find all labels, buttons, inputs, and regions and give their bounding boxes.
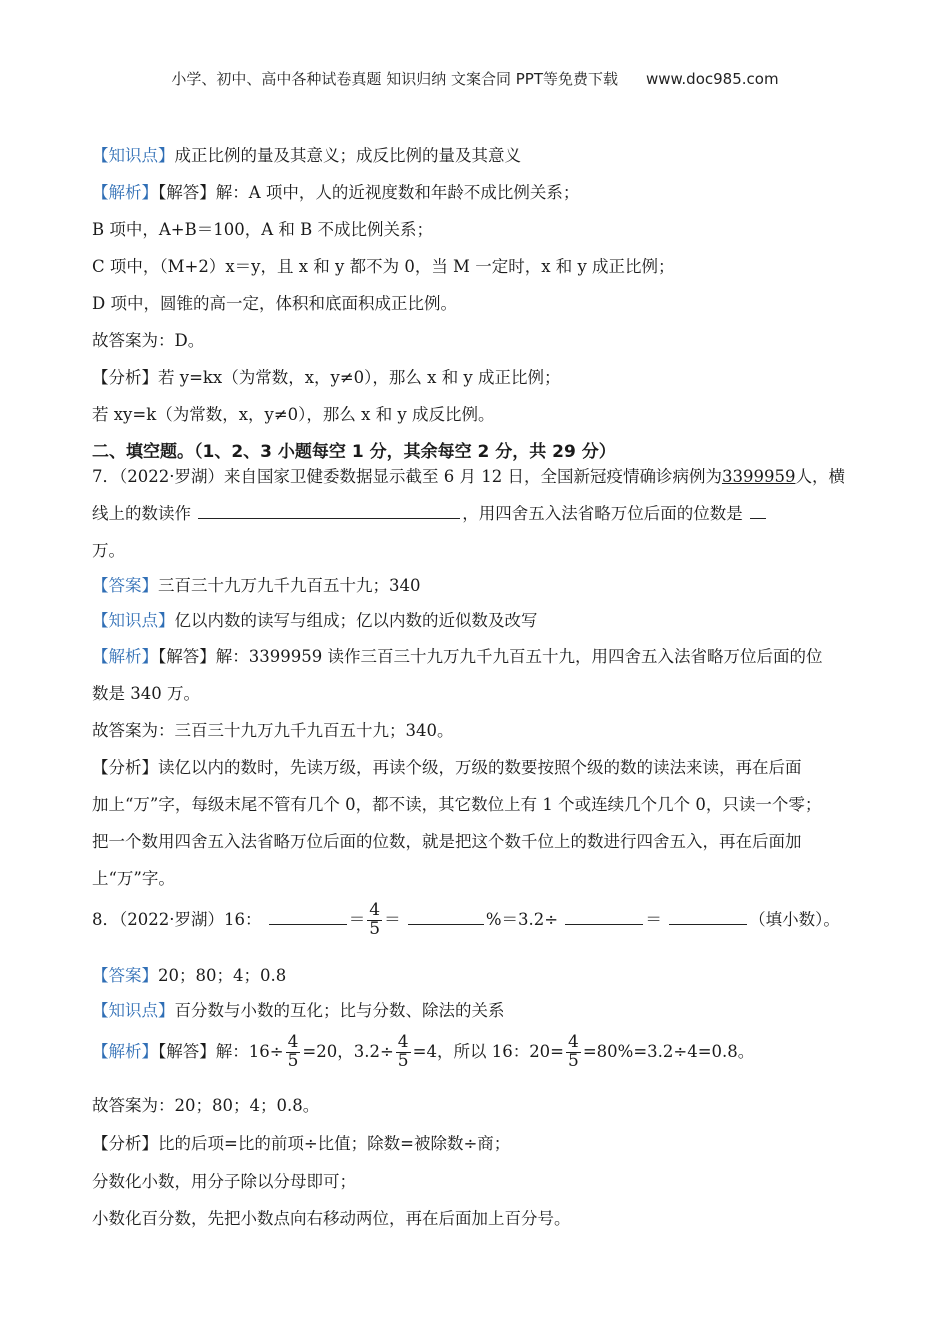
q6-fenxi1: 【分析】若 y=kx（为常数，x，y≠0），那么 x 和 y 成正比例； bbox=[92, 368, 561, 387]
analysis-tag: 【解析】 bbox=[92, 1041, 158, 1061]
q7-answer: 【答案】三百三十九万九千九百五十九；340 bbox=[92, 576, 421, 595]
q8-blank-2[interactable] bbox=[408, 910, 484, 925]
q7-fenxi2: 加上“万”字，每级末尾不管有几个 0，都不读，其它数位上有 1 个或连续几个几个 0，只读一个零； bbox=[92, 795, 822, 814]
solve-tag: 【解答】 bbox=[158, 647, 216, 666]
q6-analysis-line1: 【解析】【解答】解：A 项中，人的近视度数和年龄不成比例关系； bbox=[92, 183, 580, 202]
q8-sol-fraction-2: $\frac{4}{5}$ bbox=[397, 1032, 409, 1071]
q8-stem: 8．（2022·罗湖）16： ＝ $\frac{4}{5}$ ＝ %＝3.2÷ ＝ （填小数）。 bbox=[92, 900, 840, 939]
q8-fenxi3: 小数化百分数，先把小数点向右移动两位，再在后面加上百分号。 bbox=[92, 1209, 571, 1228]
q7-stem-line3: 万。 bbox=[92, 541, 125, 560]
q6-fenxi2: 若 xy=k（为常数，x，y≠0），那么 x 和 y 成反比例。 bbox=[92, 405, 495, 424]
q7-analysis-line1: 【解析】【解答】解：3399959 读作三百三十九万九千九百五十九，用四舍五入法省略万位后面的位 bbox=[92, 647, 823, 666]
q8-answer: 【答案】20；80；4；0.8 bbox=[92, 966, 287, 985]
q7-fenxi1: 【分析】读亿以内的数时，先读万级，再读个级，万级的数要按照个级的数的读法来读，再在后面 bbox=[92, 758, 802, 777]
q7-stem-line1: 7．（2022·罗湖）来自国家卫健委数据显示截至 6 月 12 日，全国新冠疫情确诊病例为3399959人，横 bbox=[92, 467, 845, 486]
q6-analysis-line2: B 项中，A+B＝100，A 和 B 不成比例关系； bbox=[92, 220, 434, 239]
header-site[interactable]: www.doc985.com bbox=[645, 70, 779, 88]
q6-analysis-line3: C 项中，（M+2）x＝y，且 x 和 y 都不为 0，当 M 一定时，x 和 y 成正比例； bbox=[92, 257, 675, 276]
fenxi-tag: 【分析】 bbox=[92, 368, 158, 387]
q7-stem-line2: 线上的数读作 ，用四舍五入法省略万位后面的位数是 bbox=[92, 504, 768, 524]
q8-knowledge: 【知识点】百分数与小数的互化；比与分数、除法的关系 bbox=[92, 1001, 505, 1020]
knowledge-tag: 【知识点】 bbox=[92, 611, 175, 630]
knowledge-tag: 【知识点】 bbox=[92, 146, 175, 165]
knowledge-tag: 【知识点】 bbox=[92, 1001, 175, 1020]
q8-analysis: 【解析】【解答】解：16÷ $\frac{4}{5}$ =20，3.2÷ $\frac{4}{5}$ =4，所以 16：20= $\frac{4}{5}$ =80%=3.2÷4=0.8。 bbox=[92, 1032, 755, 1071]
q8-blank-4[interactable] bbox=[669, 910, 747, 925]
solve-tag: 【解答】 bbox=[158, 1041, 216, 1061]
q7-answer-summary: 故答案为：三百三十九万九千九百五十九；340。 bbox=[92, 721, 454, 740]
fenxi-tag: 【分析】 bbox=[92, 758, 158, 777]
page-header bbox=[0, 68, 950, 89]
q7-fenxi3: 把一个数用四舍五入法省略万位后面的位数，就是把这个数千位上的数进行四舍五入，再在后面加 bbox=[92, 832, 802, 851]
solve-tag: 【解答】 bbox=[158, 183, 216, 202]
section-title: 二、填空题。（1、2、3 小题每空 1 分，其余每空 2 分，共 29 分） bbox=[92, 442, 616, 462]
header-text: 小学、初中、高中各种试卷真题 知识归纳 文案合同 PPT等免费下载 bbox=[171, 70, 618, 88]
q8-fenxi1: 【分析】比的后项=比的前项÷比值；除数=被除数÷商； bbox=[92, 1134, 511, 1153]
q8-fenxi2: 分数化小数，用分子除以分母即可； bbox=[92, 1172, 356, 1191]
q8-answer-summary: 故答案为：20；80；4；0.8。 bbox=[92, 1096, 320, 1115]
analysis-tag: 【解析】 bbox=[92, 183, 158, 202]
q8-blank-1[interactable] bbox=[269, 910, 347, 925]
q8-fraction: $\frac{4}{5}$ bbox=[369, 900, 381, 939]
q6-analysis-line4: D 项中，圆锥的高一定，体积和底面积成正比例。 bbox=[92, 294, 457, 313]
q6-answer-summary: 故答案为：D。 bbox=[92, 331, 205, 350]
q7-underlined-number: 3399959 bbox=[721, 467, 796, 486]
q7-knowledge: 【知识点】亿以内数的读写与组成；亿以内数的近似数及改写 bbox=[92, 611, 538, 630]
q6-knowledge: 【知识点】成正比例的量及其意义；成反比例的量及其意义 bbox=[92, 146, 521, 165]
answer-tag: 【答案】 bbox=[92, 966, 158, 985]
q7-fenxi4: 上“万”字。 bbox=[92, 869, 175, 888]
q7-analysis-line2: 数是 340 万。 bbox=[92, 684, 200, 703]
q7-blank-reading[interactable] bbox=[198, 504, 460, 519]
q8-sol-fraction-3: $\frac{4}{5}$ bbox=[568, 1032, 579, 1071]
answer-tag: 【答案】 bbox=[92, 576, 158, 595]
fenxi-tag: 【分析】 bbox=[92, 1134, 158, 1153]
q8-blank-3[interactable] bbox=[565, 910, 643, 925]
q7-blank-rounded[interactable] bbox=[750, 504, 766, 519]
analysis-tag: 【解析】 bbox=[92, 647, 158, 666]
q8-sol-fraction-1: $\frac{4}{5}$ bbox=[287, 1032, 299, 1071]
